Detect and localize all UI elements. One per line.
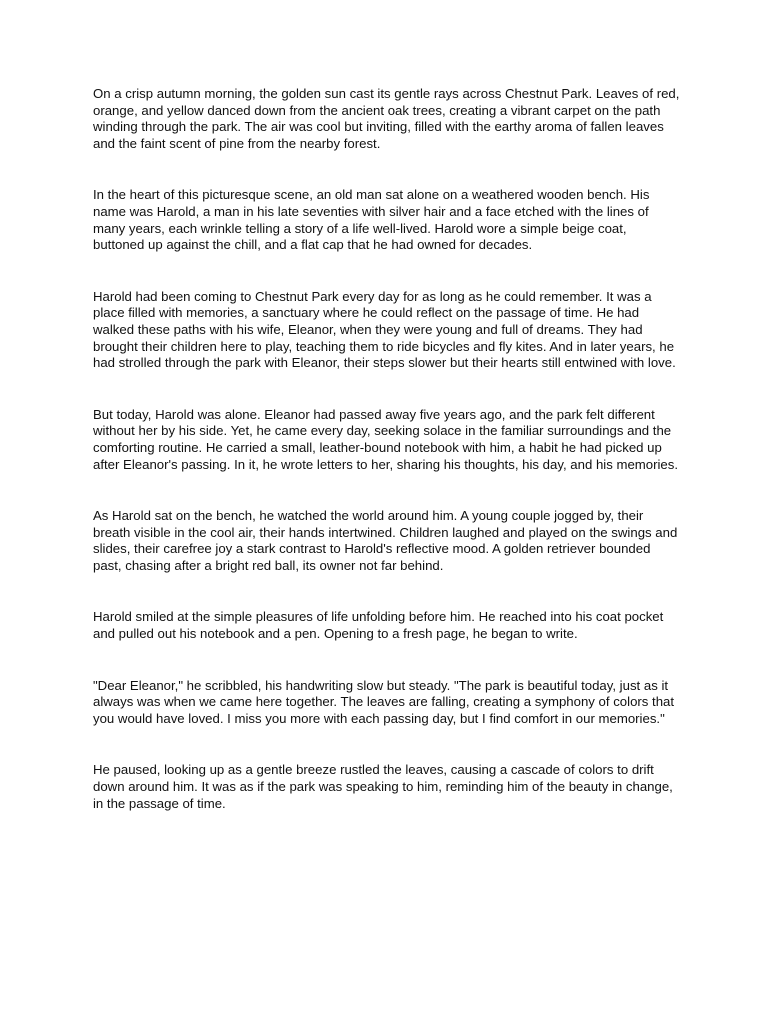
paragraph-3: Harold had been coming to Chestnut Park every day for as long as he could remember. It was a place filled with memories, a sanctuary where he could reflect on the passage of time. He had walked these paths with his wife, Eleanor, when they were young and full of dreams. They had brought their children here to play, teaching them to ride bicycles and fly kites. And in later years, he had strolled through the park with Eleanor, their steps slower but their hearts still entwined with love. (93, 288, 676, 371)
paragraph-5: As Harold sat on the bench, he watched the world around him. A young couple jogged by, their breath visible in the cool air, their hands intertwined. Children laughed and played on the swings and slides, their carefree joy a stark contrast to Harold's reflective mood. A golden retriever bounded past, chasing after a bright red ball, its owner not far behind. (93, 508, 678, 573)
paragraph-4: But today, Harold was alone. Eleanor had passed away five years ago, and the park felt different without her by his side. Yet, he came every day, seeking solace in the familiar surroundings and the comforting routine. He carried a small, leather-bound notebook with him, a habit he had picked up after Eleanor's passing. In it, he wrote letters to her, sharing his thoughts, his day, and his memories. (93, 406, 679, 472)
paragraph-8: He paused, looking up as a gentle breeze rustled the leaves, causing a cascade of colors to drift down around him. It was as if the park was speaking to him, reminding him of the beauty in change, in the passage of time. (93, 762, 673, 811)
paragraph-2: In the heart of this picturesque scene, an old man sat alone on a weathered wooden bench. His name was Harold, a man in his late seventies with silver hair and a face etched with the lines of many years, each wrinkle telling a story of a life well-lived. Harold wore a simple beige coat, buttoned up against the chill, and a flat cap that he had owned for decades. (93, 187, 650, 253)
paragraph-6: Harold smiled at the simple pleasures of life unfolding before him. He reached into his coat pocket and pulled out his notebook and a pen. Opening to a fresh page, he began to write. (93, 609, 664, 642)
document-body (93, 86, 680, 847)
paragraph-1: On a crisp autumn morning, the golden sun cast its gentle rays across Chestnut Park. Leaves of red, orange, and yellow danced down from the ancient oak trees, creating a vibrant carpet on the path winding through the park. The air was cool but inviting, filled with the earthy aroma of fallen leaves and the faint scent of pine from the nearby forest. (93, 86, 680, 151)
paragraph-7: "Dear Eleanor," he scribbled, his handwriting slow but steady. "The park is beautiful today, just as it always was when we came here together. The leaves are falling, creating a symphony of colors that you would have loved. I miss you more with each passing day, but I find comfort in our memories." (93, 677, 675, 726)
